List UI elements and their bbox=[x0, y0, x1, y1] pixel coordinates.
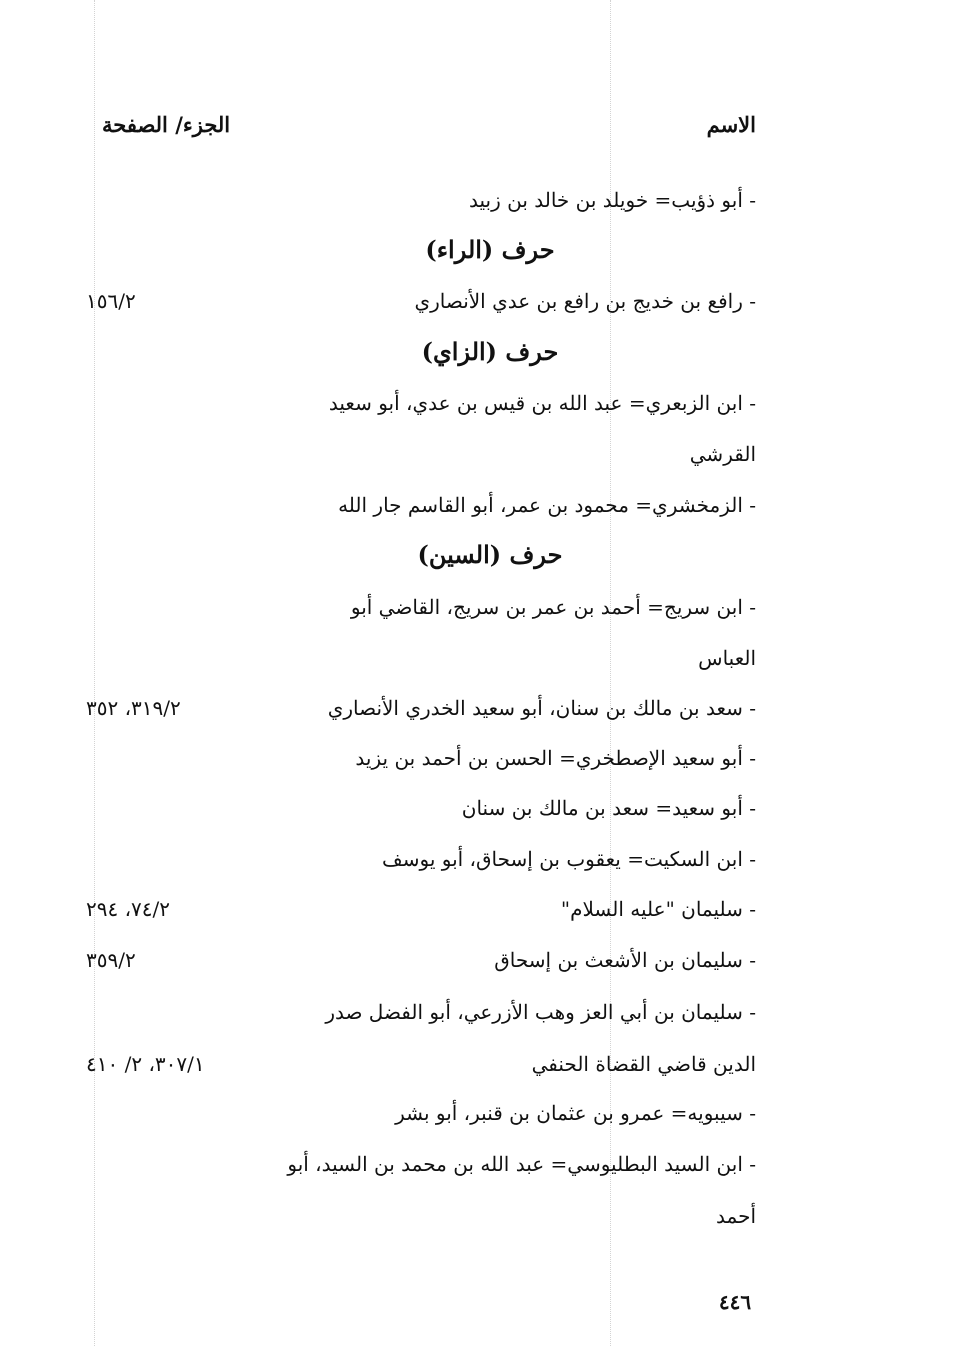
entry-text: - سليمان بن أبي العز وهب الأزرعي، أبو الفضل صدر bbox=[325, 1000, 756, 1024]
index-entry bbox=[70, 688, 756, 728]
entry-text: أحمد bbox=[716, 1204, 756, 1228]
entry-text: - رافع بن خديج بن رافع بن عدي الأنصاري bbox=[414, 289, 756, 313]
index-entry bbox=[70, 738, 756, 778]
section-heading-ra: حرف (الراء) bbox=[425, 235, 555, 264]
index-entry-continuation bbox=[70, 1196, 756, 1236]
index-entry bbox=[70, 281, 756, 321]
index-entry bbox=[70, 1144, 756, 1184]
column-header-volume-page: الجزء/ الصفحة bbox=[102, 112, 231, 137]
index-entry-continuation bbox=[70, 1044, 756, 1084]
entry-ref: ٣٥٩/٢ bbox=[86, 948, 136, 972]
entry-ref: ٣١٩/٢، ٣٥٢ bbox=[86, 696, 181, 720]
entry-text: - سليمان "عليه السلام" bbox=[560, 897, 756, 921]
entry-text: القرشي bbox=[689, 442, 756, 466]
entry-text: - سعد بن مالك بن سنان، أبو سعيد الخدري الأنصاري bbox=[327, 696, 756, 720]
index-entry-continuation bbox=[70, 434, 756, 474]
entry-text: - سليمان بن الأشعث بن إسحاق bbox=[494, 948, 756, 972]
entry-ref: ١٥٦/٢ bbox=[86, 289, 136, 313]
entry-text: - ابن سريج= أحمد بن عمر بن سريج، القاضي أبو bbox=[350, 595, 756, 619]
index-entry bbox=[70, 383, 756, 423]
entry-text: - سيبويه= عمرو بن عثمان بن قنبر، أبو بشر bbox=[395, 1101, 756, 1125]
index-entry bbox=[70, 1093, 756, 1133]
index-entry-continuation bbox=[70, 638, 756, 678]
entry-ref: ٣٠٧/١، ٢/ ٤١٠ bbox=[86, 1052, 205, 1076]
entry-text: العباس bbox=[698, 646, 756, 670]
entry-text: - الزمخشري= محمود بن عمر، أبو القاسم جار الله bbox=[338, 493, 756, 517]
entry-ref: ٧٤/٢، ٢٩٤ bbox=[86, 897, 171, 921]
entry-text: - ابن السيد البطليوسي= عبد الله بن محمد بن السيد، أبو bbox=[287, 1152, 756, 1176]
page-number: ٤٤٦ bbox=[718, 1290, 752, 1314]
index-entry bbox=[70, 587, 756, 627]
entry-text: - أبو ذؤيب= خويلد بن خالد بن زبيد bbox=[468, 188, 756, 212]
section-heading-zay: حرف (الزاي) bbox=[421, 337, 559, 366]
column-header-name: الاسم bbox=[706, 112, 756, 137]
index-entry bbox=[70, 940, 756, 980]
section-heading-sin: حرف (السين) bbox=[417, 540, 563, 569]
index-entry bbox=[70, 992, 756, 1032]
index-entry bbox=[70, 839, 756, 879]
index-entry bbox=[70, 788, 756, 828]
entry-text: الدين قاضي القضاة الحنفي bbox=[531, 1052, 756, 1076]
index-entry bbox=[70, 485, 756, 525]
entry-text: - ابن الزبعري= عبد الله بن قيس بن عدي، أبو سعيد bbox=[328, 391, 756, 415]
entry-text: - ابن السكيت= يعقوب بن إسحاق، أبو يوسف bbox=[382, 847, 756, 871]
entry-text: - أبو سعيد= سعد بن مالك بن سنان bbox=[461, 796, 756, 820]
index-entry bbox=[70, 180, 756, 220]
entry-text: - أبو سعيد الإصطخري= الحسن بن أحمد بن يزيد bbox=[355, 746, 756, 770]
index-entry bbox=[70, 889, 756, 929]
